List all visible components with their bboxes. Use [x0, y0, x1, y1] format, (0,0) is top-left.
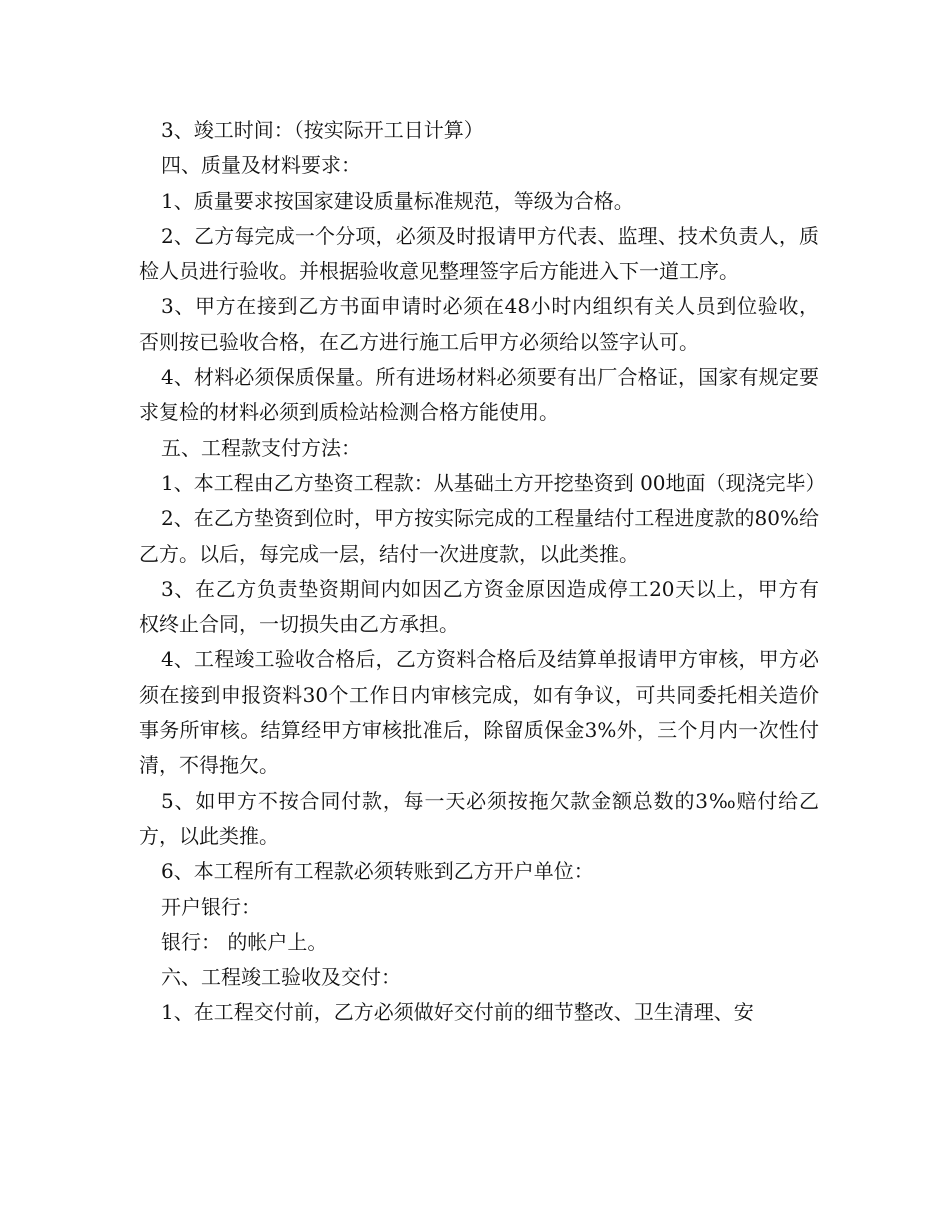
- paragraph: 4、工程竣工验收合格后，乙方资料合格后及结算单报请甲方审核，甲方必须在接到申报资料30个工作日内审核完成，如有争议，可共同委托相关造价事务所审核。结算经甲方审核批准后，除留质保金3%外，三个月内一次性付清，不得拖欠。: [139, 647, 819, 778]
- paragraph: 1、本工程由乙方垫资工程款：从基础土方开挖垫资到 00地面（现浇完毕）: [161, 470, 826, 495]
- paragraph: 3、甲方在接到乙方书面申请时必须在48小时内组织有关人员到位验收，否则按已验收合格，在乙方进行施工后甲方必须给以签字认可。: [139, 294, 819, 354]
- document-body: [139, 113, 826, 1031]
- section-heading: 五、工程款支付方法：: [161, 435, 361, 460]
- paragraph: 1、质量要求按国家建设质量标准规范，等级为合格。: [161, 188, 634, 213]
- paragraph: 开户银行：: [161, 894, 261, 919]
- paragraph: 银行： 的帐户上。: [161, 929, 328, 954]
- section-heading: 六、工程竣工验收及交付：: [161, 965, 401, 990]
- paragraph: 2、乙方每完成一个分项，必须及时报请甲方代表、监理、技术负责人，质检人员进行验收。并根据验收意见整理签字后方能进入下一道工序。: [139, 223, 819, 284]
- section-heading: 四、质量及材料要求：: [161, 153, 361, 178]
- paragraph: 3、在乙方负责垫资期间内如因乙方资金原因造成停工20天以上，甲方有权终止合同，一切损失由乙方承担。: [139, 576, 819, 637]
- paragraph: 6、本工程所有工程款必须转账到乙方开户单位：: [161, 859, 594, 884]
- paragraph: 3、竣工时间：（按实际开工日计算）: [161, 118, 484, 142]
- paragraph: 2、在乙方垫资到位时，甲方按实际完成的工程量结付工程进度款的80%给乙方。以后，每完成一层，结付一次进度款，以此类推。: [139, 506, 819, 566]
- paragraph: 5、如甲方不按合同付款，每一天必须按拖欠款金额总数的3‰赔付给乙方，以此类推。: [139, 788, 819, 848]
- paragraph: 4、材料必须保质保量。所有进场材料必须要有出厂合格证，国家有规定要求复检的材料必须到质检站检测合格方能使用。: [139, 365, 819, 425]
- paragraph: 1、在工程交付前，乙方必须做好交付前的细节整改、卫生清理、安: [161, 1000, 754, 1025]
